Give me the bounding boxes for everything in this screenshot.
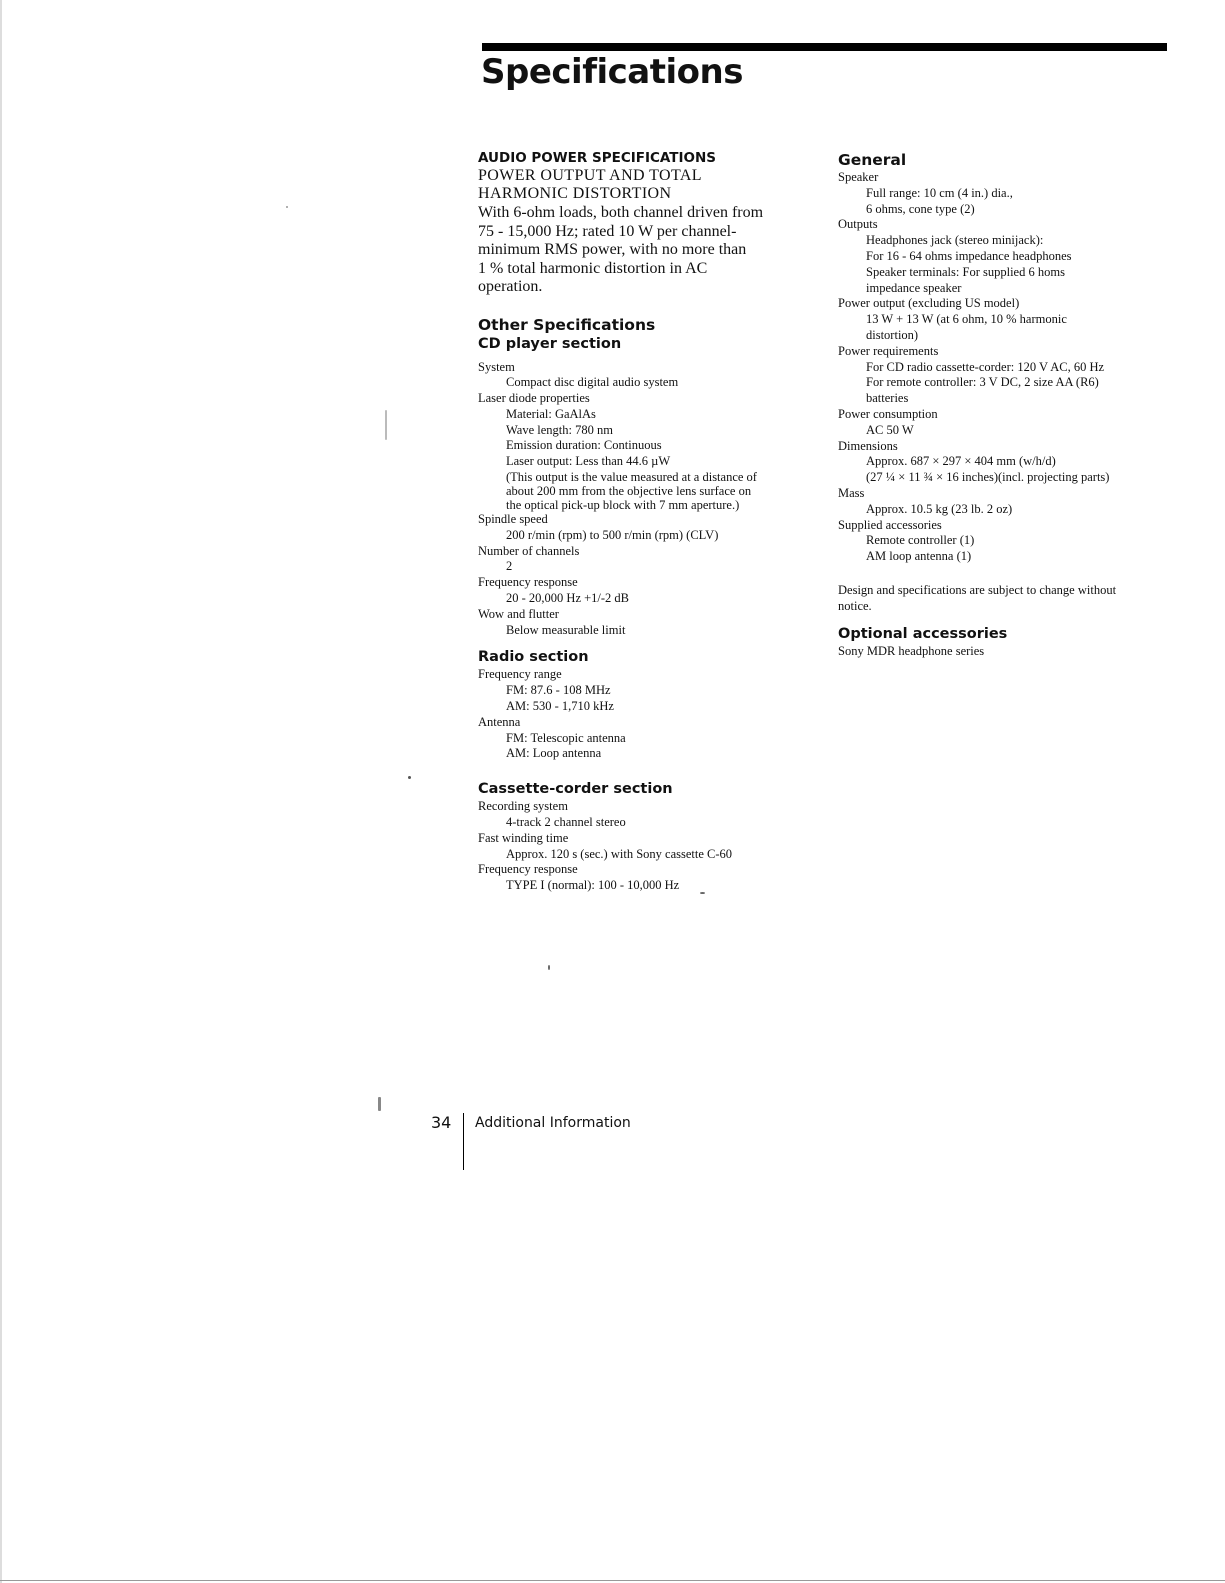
spec-value: Remote controller (1)	[866, 533, 975, 548]
spec-label: Power output (excluding US model)	[838, 296, 1020, 311]
notice-line: notice.	[838, 598, 872, 613]
other-specifications-heading: Other Specifications	[478, 315, 656, 334]
page-title: Specifications	[481, 52, 743, 92]
audio-intro	[478, 204, 808, 297]
footer-section-label: Additional Information	[475, 1115, 631, 1131]
spec-value: FM: 87.6 - 108 MHz	[506, 683, 611, 698]
spec-value: Speaker terminals: For supplied 6 homs	[866, 264, 1065, 279]
spec-label: Frequency range	[478, 667, 562, 682]
page-number: 34	[431, 1113, 452, 1132]
spec-note: (This output is the value measured at a distance of	[506, 470, 757, 485]
spec-value: Emission duration: Continuous	[506, 438, 662, 453]
spec-value: impedance speaker	[866, 280, 962, 295]
spec-value: AM: Loop antenna	[506, 746, 602, 761]
spec-value: (27 ¼ × 11 ¾ × 16 inches)(incl. projecting parts)	[866, 470, 1110, 485]
cd-section-heading: CD player section	[478, 335, 622, 352]
spec-value: Full range: 10 cm (4 in.) dia.,	[866, 185, 1013, 200]
audio-power-heading: AUDIO POWER SPECIFICATIONS	[478, 150, 717, 166]
spec-value: Below measurable limit	[506, 622, 626, 637]
scan-edge-bottom	[0, 1580, 1225, 1581]
spec-value: Approx. 687 × 297 × 404 mm (w/h/d)	[866, 454, 1056, 469]
intro-line: 1 % total harmonic distortion in AC	[478, 259, 708, 277]
spec-value: Approx. 120 s (sec.) with Sony cassette C-60	[506, 846, 733, 861]
spec-label: Number of channels	[478, 543, 580, 558]
spec-value: For 16 - 64 ohms impedance headphones	[866, 248, 1072, 263]
spec-note: about 200 mm from the objective lens surface on	[506, 484, 752, 499]
spec-value: Approx. 10.5 kg (23 lb. 2 oz)	[866, 501, 1013, 516]
scan-speck	[548, 965, 550, 970]
spec-value: Material: GaAlAs	[506, 406, 596, 421]
scan-speck	[286, 206, 288, 208]
spec-value: AM loop antenna (1)	[866, 549, 972, 564]
title-rule	[482, 43, 1167, 51]
left-column	[478, 150, 808, 894]
spec-value: AM: 530 - 1,710 kHz	[506, 699, 614, 714]
spec-value: For remote controller: 3 V DC, 2 size AA (R6)	[866, 375, 1099, 390]
spec-value: Laser output: Less than 44.6 µW	[506, 454, 671, 469]
spec-label: Spindle speed	[478, 512, 548, 527]
spec-value: Headphones jack (stereo minijack):	[866, 233, 1044, 248]
spec-value: TYPE I (normal): 100 - 10,000 Hz	[506, 878, 680, 893]
spec-label: Recording system	[478, 799, 568, 814]
spec-value: 13 W + 13 W (at 6 ohm, 10 % harmonic	[866, 312, 1067, 327]
spec-note: the optical pick-up block with 7 mm aperture.)	[506, 498, 740, 513]
spec-value: 20 - 20,000 Hz +1/-2 dB	[506, 591, 630, 606]
spec-label: Frequency response	[478, 575, 578, 590]
scan-edge	[0, 0, 2, 1583]
scan-speck	[378, 1097, 381, 1111]
footer-divider	[463, 1113, 464, 1170]
spec-label: Power requirements	[838, 343, 939, 358]
spec-value: 4-track 2 channel stereo	[506, 815, 626, 830]
intro-line: operation.	[478, 278, 543, 295]
spec-label: Mass	[838, 485, 865, 500]
spec-value: For CD radio cassette-corder: 120 V AC, 60 Hz	[866, 359, 1105, 374]
spec-label: Power consumption	[838, 406, 938, 421]
spec-label: Fast winding time	[478, 830, 569, 845]
spec-label: Laser diode properties	[478, 391, 590, 406]
intro-line: 75 - 15,000 Hz; rated 10 W per channel-	[478, 222, 737, 240]
optional-accessories-heading: Optional accessories	[838, 625, 1008, 642]
spec-value: 200 r/min (rpm) to 500 r/min (rpm) (CLV)	[506, 527, 719, 542]
spec-label: Dimensions	[838, 438, 898, 453]
scan-speck	[700, 892, 705, 894]
spec-label: Wow and flutter	[478, 606, 559, 621]
spec-value: batteries	[866, 391, 909, 406]
spec-value: Compact disc digital audio system	[506, 375, 679, 390]
scan-speck	[408, 776, 411, 779]
spec-value: 6 ohms, cone type (2)	[866, 201, 975, 216]
scan-speck	[385, 410, 387, 440]
right-column	[838, 150, 1168, 659]
spec-value: AC 50 W	[866, 422, 914, 437]
spec-label: Supplied accessories	[838, 517, 942, 532]
audio-subheading-line: HARMONIC DISTORTION	[478, 185, 672, 202]
spec-value: FM: Telescopic antenna	[506, 730, 626, 745]
intro-line: With 6-ohm loads, both channel driven from	[478, 204, 764, 221]
intro-line: minimum RMS power, with no more than	[478, 241, 747, 258]
spec-label: System	[478, 359, 515, 374]
optional-accessories-value: Sony MDR headphone series	[838, 643, 985, 658]
spec-label: Antenna	[478, 714, 521, 729]
spec-value: 2	[506, 559, 513, 574]
notice-line: Design and specifications are subject to change without	[838, 582, 1117, 597]
spec-label: Outputs	[838, 217, 878, 232]
spec-value: distortion)	[866, 327, 919, 342]
general-heading: General	[838, 151, 907, 169]
radio-section-heading: Radio section	[478, 649, 589, 666]
spec-label: Speaker	[838, 170, 879, 184]
spec-label: Frequency response	[478, 862, 578, 877]
cassette-section-heading: Cassette-corder section	[478, 781, 673, 798]
spec-value: Wave length: 780 nm	[506, 422, 613, 437]
audio-subheading-line: POWER OUTPUT AND TOTAL	[478, 167, 702, 184]
